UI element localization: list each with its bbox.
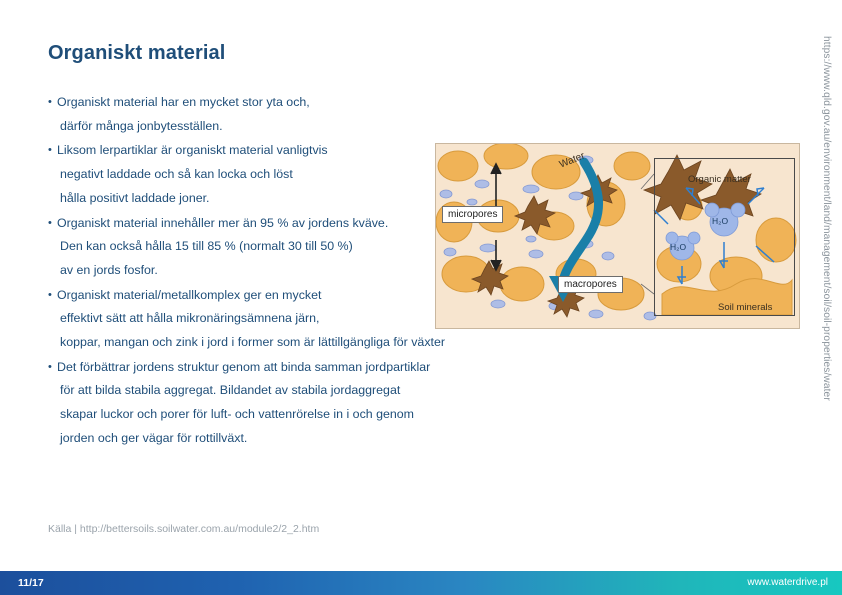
bullet-line: negativt laddade och så kan locka och löst [60,167,293,182]
bullet-line: koppar, mangan och zink i jord i former som är lättillgängliga för växter [60,335,445,350]
source-note: Källa | http://bettersoils.soilwater.com.au/module2/2_2.htm [48,523,320,535]
bullet-text: Det förbättrar jordens struktur genom att binda samman jordpartiklar [57,359,431,374]
bullet-marker: • [48,96,52,108]
organic-matter-label: Organic matter [688,174,751,185]
bullet-line: skapar luckor och porer för luft- och vattenrörelse in i och genom [60,407,414,422]
list-item [48,356,518,451]
bullet-text: Organiskt material innehåller mer än 95 % av jordens kväve. [57,215,389,230]
bullet-line: effektivt sätt att hålla mikronäringsämnena järn, [60,311,320,326]
bullet-text: Liksom lerpartiklar är organiskt material vanligtvis [57,143,328,158]
page-number: 11/17 [18,577,44,589]
macropores-label: macropores [558,276,623,293]
soil-water-diagram [435,143,800,329]
h2o-label: H₂O [712,216,729,226]
bullet-text: Organiskt material/metallkomplex ger en mycket [57,287,322,302]
bullet-line: för att bilda stabila aggregat. Bildandet av stabila jordaggregat [60,383,401,398]
bullet-marker: • [48,144,52,157]
footer-bar [0,571,842,595]
bullet-line [48,356,518,380]
bullet-line: Den kan också hålla 15 till 85 % (normalt 30 till 50 %) [60,239,353,254]
bullet-line: jorden och ger vägar för rottillväxt. [60,430,248,445]
bullet-line: hålla positivt laddade joner. [60,190,210,205]
bullet-marker: • [48,288,52,301]
bullet-line: därför många jonbytesställen. [60,118,223,133]
bullet-marker: • [48,360,52,373]
water-label: Water [557,150,587,171]
micropores-label: micropores [442,206,503,223]
vertical-credit-url: https://www.qld.gov.au/environment/land/management/soil/soil-properties/water [821,36,832,401]
footer-url[interactable]: www.waterdrive.pl [747,577,828,588]
page-title: Organiskt material [48,42,226,64]
bullet-line [48,91,518,115]
list-item [48,91,518,138]
soil-minerals-label: Soil minerals [718,302,773,313]
bullet-marker: • [48,216,52,229]
bullet-text: Organiskt material har en mycket stor yta och, [57,95,310,109]
h2o-label: H₂O [670,242,687,252]
bullet-line: av en jords fosfor. [60,262,158,277]
